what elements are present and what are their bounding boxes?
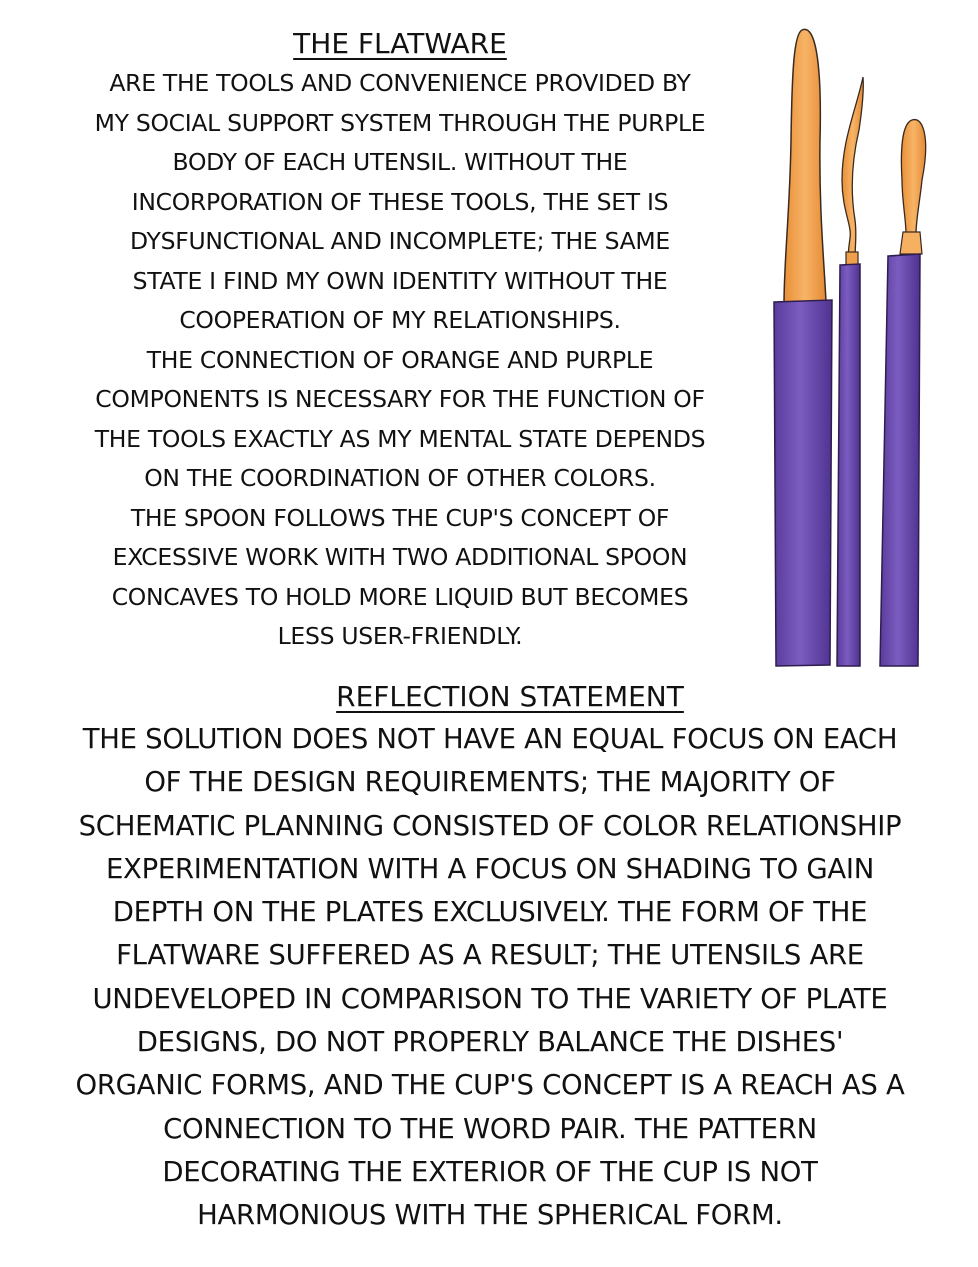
flatware-line: ON THE COORDINATION OF OTHER COLORS. xyxy=(144,464,656,492)
flatware-line: LESS USER-FRIENDLY. xyxy=(277,622,523,650)
reflection-line: UNDEVELOPED IN COMPARISON TO THE VARIETY OF PLATE xyxy=(92,982,888,1015)
flatware-text xyxy=(40,64,760,657)
flatware-line: DYSFUNCTIONAL AND INCOMPLETE; THE SAME xyxy=(130,227,670,255)
flatware-line: BODY OF EACH UTENSIL. WITHOUT THE xyxy=(172,148,628,176)
flatware-line: COOPERATION OF MY RELATIONSHIPS. xyxy=(179,306,621,334)
flatware-section xyxy=(40,24,760,657)
reflection-line: DESIGNS, DO NOT PROPERLY BALANCE THE DISHES' xyxy=(136,1026,844,1059)
reflection-text xyxy=(20,718,960,1238)
knife-drawing xyxy=(837,77,863,666)
utensils-drawing-icon xyxy=(760,20,960,680)
reflection-line: THE SOLUTION DOES NOT HAVE AN EQUAL FOCUS ON EACH xyxy=(82,723,898,755)
reflection-line: CONNECTION TO THE WORD PAIR. THE PATTERN xyxy=(163,1112,817,1145)
reflection-title: REFLECTION STATEMENT xyxy=(336,680,684,713)
reflection-line: SCHEMATIC PLANNING CONSISTED OF COLOR RELATIONSHIP xyxy=(78,809,902,842)
reflection-line: DEPTH ON THE PLATES EXCLUSIVELY. THE FORM OF THE xyxy=(112,896,868,929)
flatware-line: EXCESSIVE WORK WITH TWO ADDITIONAL SPOON xyxy=(112,543,688,571)
reflection-line: DECORATING THE EXTERIOR OF THE CUP IS NOT xyxy=(162,1155,818,1188)
flatware-line: CONCAVES TO HOLD MORE LIQUID BUT BECOMES xyxy=(111,582,689,611)
reflection-line: OF THE DESIGN REQUIREMENTS; THE MAJORITY OF xyxy=(144,766,836,799)
reflection-line: EXPERIMENTATION WITH A FOCUS ON SHADING TO GAIN xyxy=(105,852,875,885)
flatware-title: THE FLATWARE xyxy=(293,27,507,60)
flatware-line: THE SPOON FOLLOWS THE CUP'S CONCEPT OF xyxy=(130,503,670,532)
flatware-line: INCORPORATION OF THESE TOOLS, THE SET IS xyxy=(131,187,669,216)
reflection-section xyxy=(20,676,960,1238)
flatware-line: STATE I FIND MY OWN IDENTITY WITHOUT THE xyxy=(132,266,668,295)
spoon-drawing xyxy=(774,29,832,666)
flatware-line: THE CONNECTION OF ORANGE AND PURPLE xyxy=(146,345,654,374)
reflection-line: ORGANIC FORMS, AND THE CUP'S CONCEPT IS A REACH AS A xyxy=(75,1069,905,1102)
reflection-line: FLATWARE SUFFERED AS A RESULT; THE UTENSILS ARE xyxy=(116,939,864,972)
reflection-line: HARMONIOUS WITH THE SPHERICAL FORM. xyxy=(197,1199,783,1232)
flatware-line: THE TOOLS EXACTLY AS MY MENTAL STATE DEPENDS xyxy=(94,424,706,453)
flatware-line: MY SOCIAL SUPPORT SYSTEM THROUGH THE PURPLE xyxy=(94,108,706,137)
flatware-line: COMPONENTS IS NECESSARY FOR THE FUNCTION OF xyxy=(95,385,705,413)
small-spoon-drawing xyxy=(880,120,926,666)
flatware-line: ARE THE TOOLS AND CONVENIENCE PROVIDED BY xyxy=(109,69,691,97)
